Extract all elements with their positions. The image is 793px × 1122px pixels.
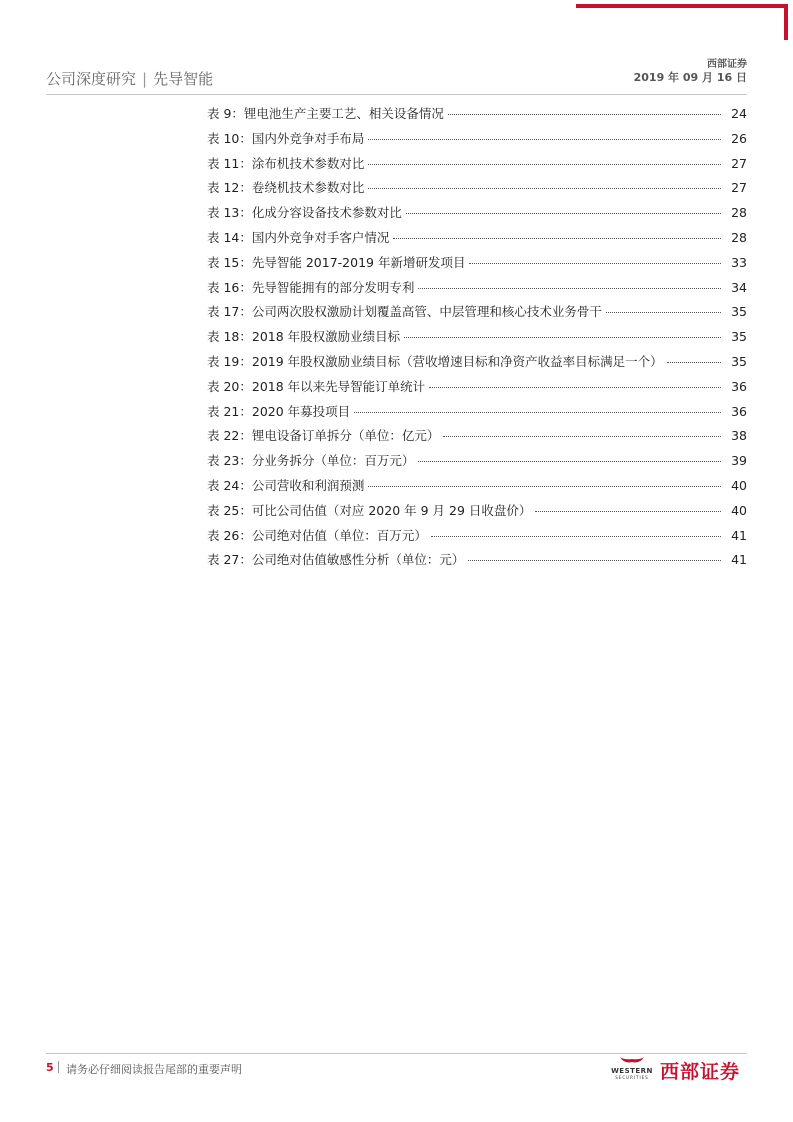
toc-leader-dots [404,337,721,338]
toc-entry-label: 表 11：涂布机技术参数对比 [207,155,365,171]
report-type: 公司深度研究 [46,70,137,88]
toc-entry-label: 表 12：卷绕机技术参数对比 [207,180,365,196]
toc-entry-label: 表 25：可比公司估值（对应 2020 年 9 月 29 日收盘价） [207,502,532,518]
toc-entry-label: 表 26：公司绝对估值（单位：百万元） [207,527,427,543]
corner-accent-vertical [784,4,788,40]
toc-leader-dots [606,312,721,313]
toc-entry[interactable] [207,178,747,203]
toc-entry-page: 41 [731,552,747,568]
header-brand: 西部证券 [707,59,747,70]
toc-entry[interactable] [207,526,747,551]
toc-entry-label: 表 24：公司营收和利润预测 [207,477,365,493]
toc-leader-dots [393,238,721,239]
corner-accent-horizontal [576,4,788,8]
toc-entry[interactable] [207,476,747,501]
toc-entry-label: 表 27：公司绝对估值敏感性分析（单位：元） [207,552,465,568]
toc-entry[interactable] [207,104,747,129]
toc-entry-page: 36 [731,378,747,394]
toc-entry-page: 38 [731,428,747,444]
toc-entry[interactable] [207,253,747,278]
title-separator: | [142,70,148,88]
toc-leader-dots [469,263,721,264]
toc-entry-label: 表 9：锂电池生产主要工艺、相关设备情况 [207,106,444,121]
report-date: 2019 年 09 月 16 日 [633,71,747,84]
toc-leader-dots [368,139,721,140]
toc-entry-page: 35 [731,353,747,369]
toc-entry-page: 39 [731,453,747,469]
logo-en-line1: WESTERN [611,1067,653,1075]
toc-entry-label: 表 22：锂电设备订单拆分（单位：亿元） [207,428,440,444]
toc-entry-label: 表 14：国内外竞争对手客户情况 [207,229,390,245]
toc-leader-dots [368,188,721,189]
toc-leader-dots [535,511,721,512]
toc-entry[interactable] [207,426,747,451]
toc-entry[interactable] [207,501,747,526]
toc-entry-label: 表 15：先导智能 2017-2019 年新增研发项目 [207,254,466,270]
toc-leader-dots [406,213,721,214]
toc-entry[interactable] [207,228,747,253]
toc-entry-page: 26 [731,130,747,146]
toc-leader-dots [443,436,721,437]
logo-english [608,1059,656,1080]
table-of-contents [207,104,747,575]
toc-entry-label: 表 13：化成分容设备技术参数对比 [207,205,402,221]
toc-entry-page: 36 [731,403,747,419]
toc-leader-dots [429,387,721,388]
toc-entry-page: 28 [731,205,747,221]
page-title [46,68,213,89]
company-logo [608,1055,748,1083]
toc-leader-dots [418,461,721,462]
disclaimer-text: 请务必仔细阅读报告尾部的重要声明 [66,1063,242,1076]
toc-entry-page: 35 [731,304,747,320]
toc-entry-label: 表 23：分业务拆分（单位：百万元） [207,453,415,469]
toc-entry-page: 41 [731,527,747,543]
toc-entry-label: 表 20：2018 年以来先导智能订单统计 [207,378,426,394]
toc-entry[interactable] [207,352,747,377]
toc-leader-dots [418,288,721,289]
toc-leader-dots [368,164,721,165]
header-divider [46,94,747,95]
toc-entry-page: 33 [731,254,747,270]
toc-entry[interactable] [207,402,747,427]
toc-leader-dots [667,362,721,363]
toc-entry[interactable] [207,278,747,303]
toc-entry[interactable] [207,327,747,352]
toc-entry-label: 表 21：2020 年募投项目 [207,403,351,419]
toc-entry-label: 表 16：先导智能拥有的部分发明专利 [207,279,415,295]
toc-entry[interactable] [207,377,747,402]
logo-en-line2: SECURITIES [615,1075,649,1080]
toc-entry-page: 28 [731,229,747,245]
toc-entry[interactable] [207,129,747,154]
toc-entry[interactable] [207,203,747,228]
toc-entry[interactable] [207,302,747,327]
toc-entry[interactable] [207,451,747,476]
toc-leader-dots [468,560,721,561]
toc-entry-page: 35 [731,329,747,345]
toc-entry-label: 表 18：2018 年股权激励业绩目标 [207,329,401,345]
toc-leader-dots [368,486,721,487]
company-name: 先导智能 [153,70,214,88]
toc-entry-label: 表 17：公司两次股权激励计划覆盖高管、中层管理和核心技术业务骨干 [207,304,602,320]
toc-entry-label: 表 19：2019 年股权激励业绩目标（营收增速目标和净资产收益率目标满足一个） [207,353,663,369]
toc-entry-page: 40 [731,502,747,518]
logo-chinese: 西部证券 [660,1061,741,1083]
toc-entry[interactable] [207,550,747,575]
footer-separator [58,1061,59,1073]
toc-entry-page: 34 [731,279,747,295]
toc-entry-label: 表 10：国内外竞争对手布局 [207,130,365,146]
toc-leader-dots [354,412,721,413]
toc-entry-page: 40 [731,477,747,493]
toc-leader-dots [431,536,721,537]
footer-divider [46,1053,747,1054]
toc-entry-page: 27 [731,155,747,171]
page-number: 5 [46,1061,54,1074]
toc-entry-page: 24 [731,106,747,121]
toc-entry[interactable] [207,154,747,179]
toc-entry-page: 27 [731,180,747,196]
toc-leader-dots [448,114,721,115]
